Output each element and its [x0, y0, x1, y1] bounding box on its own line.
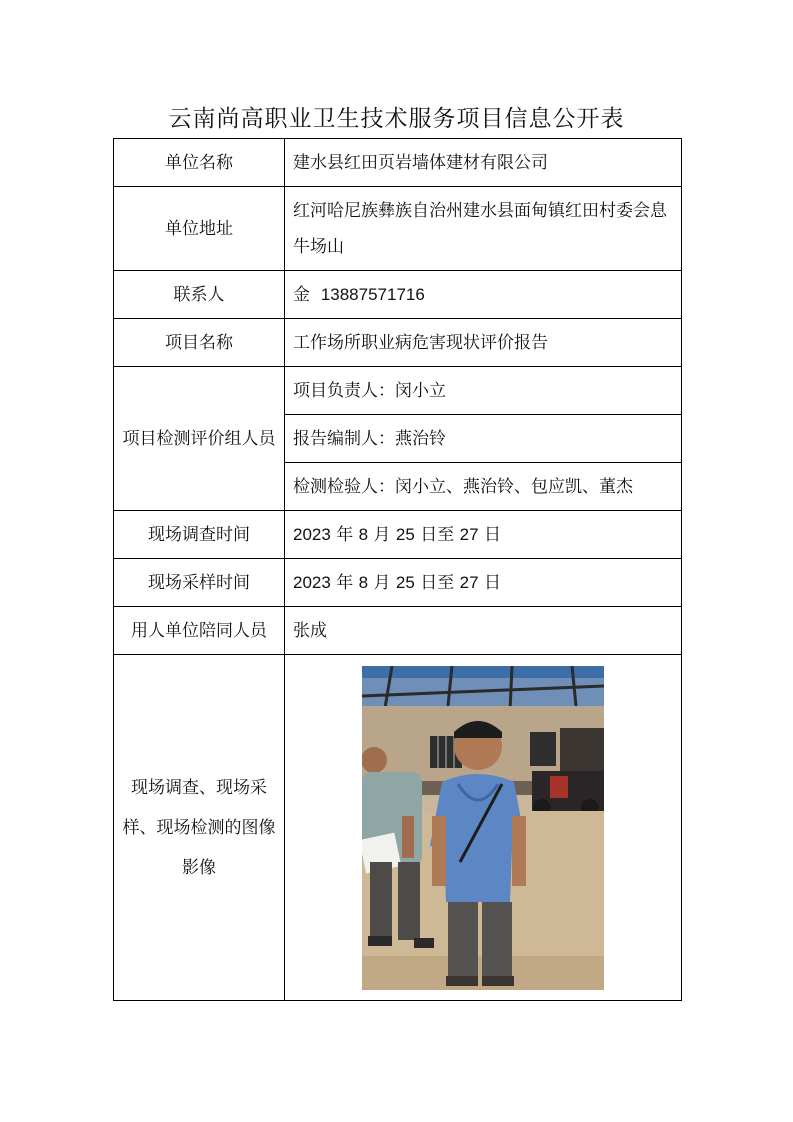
sampling-month-unit: 月 [373, 572, 391, 593]
sampling-month: 8 [358, 572, 369, 592]
images-label: 现场调查、现场采样、现场检测的图像影像 [114, 655, 285, 1001]
info-table [113, 138, 682, 1001]
row-accompany [114, 607, 682, 655]
site-photo [362, 666, 604, 990]
survey-month: 8 [358, 524, 369, 544]
survey-year-unit: 年 [336, 524, 354, 545]
contact-label: 联系人 [114, 271, 285, 319]
project-name-value: 工作场所职业病危害现状评价报告 [285, 319, 682, 367]
images-cell [285, 655, 682, 1001]
unit-name-label: 单位名称 [114, 139, 285, 187]
sampling-day-to: 27 [459, 572, 479, 592]
survey-day-to: 27 [459, 524, 479, 544]
sampling-year: 2023 [293, 572, 331, 592]
row-contact [114, 271, 682, 319]
sampling-time-value [285, 559, 682, 607]
unit-address-value: 红河哈尼族彝族自治州建水县面甸镇红田村委会息牛场山 [285, 187, 682, 271]
survey-time-value [285, 511, 682, 559]
survey-day-from: 25 [395, 524, 415, 544]
row-sampling-time [114, 559, 682, 607]
contact-value [285, 271, 682, 319]
page-title: 云南尚高职业卫生技术服务项目信息公开表 [168, 106, 625, 132]
team-leader: 项目负责人：闵小立 [285, 367, 682, 415]
team-label: 项目检测评价组人员 [114, 367, 285, 511]
sampling-day-from: 25 [395, 572, 415, 592]
accompany-label: 用人单位陪同人员 [114, 607, 285, 655]
unit-name-value: 建水县红田页岩墙体建材有限公司 [285, 139, 682, 187]
survey-time-label: 现场调查时间 [114, 511, 285, 559]
survey-month-unit: 月 [373, 524, 391, 545]
site-photo-illustration [362, 666, 604, 990]
survey-day-to-text: 日至 [420, 524, 455, 545]
sampling-day-unit: 日 [483, 572, 501, 593]
sampling-day-to-text: 日至 [420, 572, 455, 593]
sampling-year-unit: 年 [336, 572, 354, 593]
contact-phone: 13887571716 [320, 284, 425, 304]
survey-year: 2023 [293, 524, 331, 544]
row-images [114, 655, 682, 1001]
row-unit-address [114, 187, 682, 271]
accompany-value: 张成 [285, 607, 682, 655]
unit-address-label: 单位地址 [114, 187, 285, 271]
survey-day-unit: 日 [483, 524, 501, 545]
team-inspectors: 检测检验人：闵小立、燕治铃、包应凯、董杰 [285, 463, 682, 511]
project-name-label: 项目名称 [114, 319, 285, 367]
row-unit-name [114, 139, 682, 187]
team-writer: 报告编制人：燕治铃 [285, 415, 682, 463]
row-team-leader [114, 367, 682, 415]
row-survey-time [114, 511, 682, 559]
contact-name: 金 [293, 284, 310, 305]
sampling-time-label: 现场采样时间 [114, 559, 285, 607]
row-project-name [114, 319, 682, 367]
